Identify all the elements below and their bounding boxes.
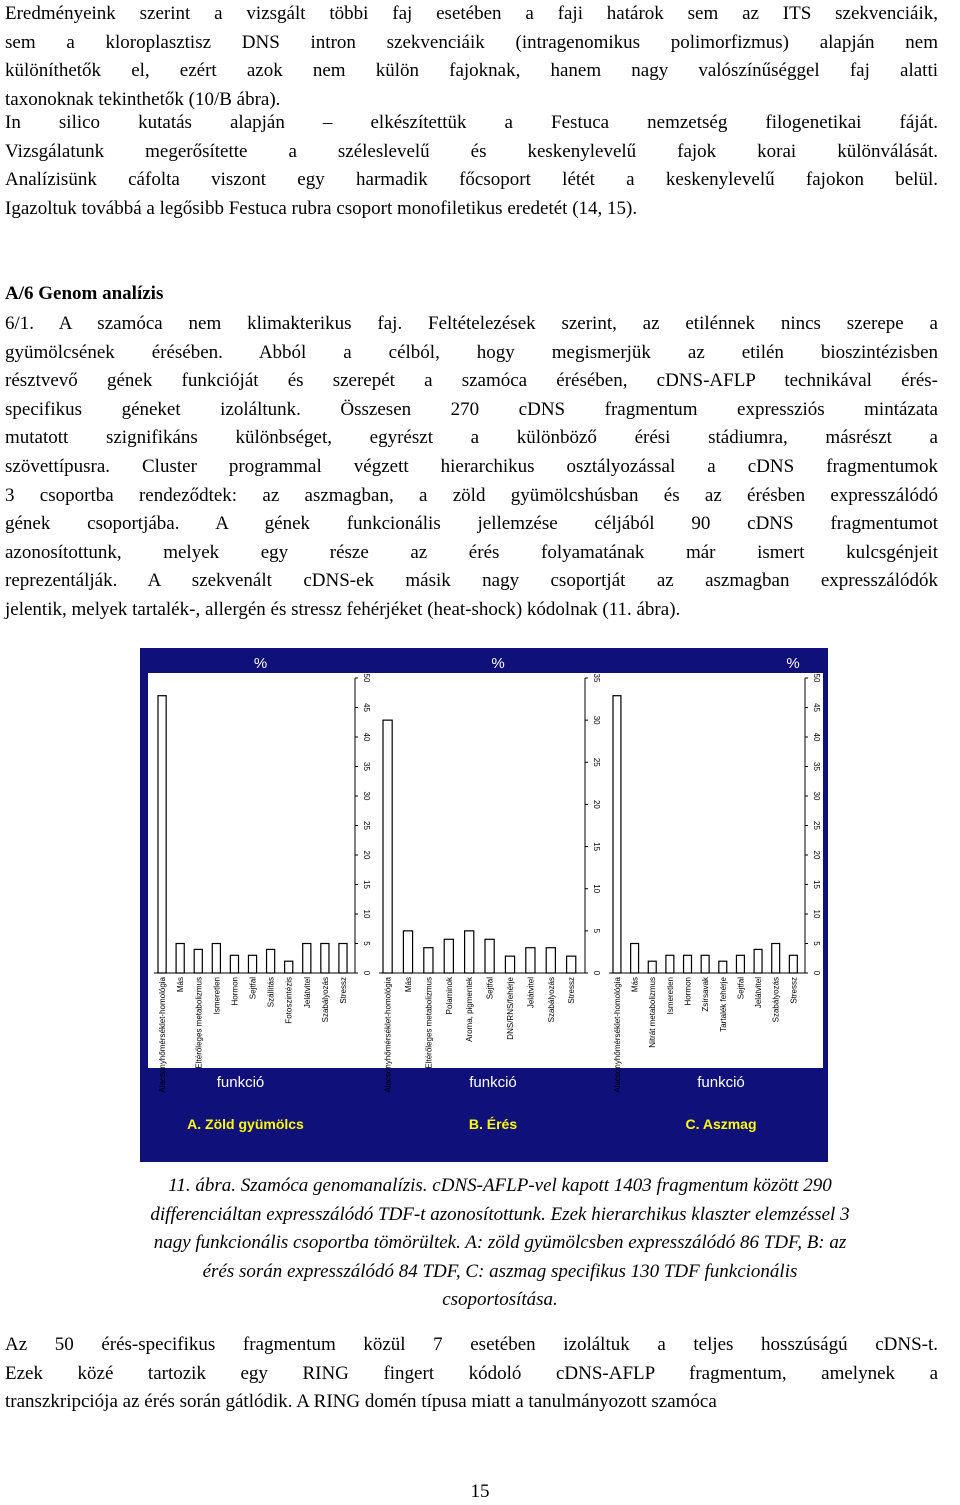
text-line: gyümölcsének érésében. Abból a célból, hogy megismerjük az etilén bioszintézisben (5, 341, 938, 363)
page-number: 15 (470, 1481, 490, 1502)
bar (158, 696, 166, 973)
bar (444, 939, 453, 973)
bar (303, 944, 311, 974)
category-label: Tartalék fehérje (718, 977, 728, 1032)
category-label: Fotoszintézis (284, 977, 294, 1024)
bar (248, 955, 256, 973)
value-tick-label: 15 (592, 842, 601, 852)
category-axis-label: funkció (697, 1074, 745, 1091)
bar (383, 720, 392, 973)
bar (230, 955, 238, 973)
bar (424, 948, 433, 973)
value-tick-label: 35 (592, 673, 601, 683)
bar (212, 944, 220, 974)
category-axis-label: funkció (469, 1074, 517, 1091)
panel-background (373, 673, 603, 1068)
category-label: Hormon (230, 977, 240, 1006)
bar (176, 944, 184, 974)
text-line: Ezek közé tartozik egy RING fingert kódoló cDNS-AFLP fragmentum, amelynek a (5, 1362, 938, 1384)
caption-line: csoportosítása. (442, 1289, 558, 1310)
panel-title: C. Aszmag (685, 1116, 757, 1132)
value-tick-label: 30 (592, 715, 601, 725)
category-label: Alacsonyhőmérséklet-homológia (383, 977, 393, 1093)
bar (321, 944, 329, 974)
category-label: Ismeretlen (665, 977, 675, 1015)
text-line: különíthetők el, ezért azok nem külön fajoknak, hanem nagy valószínűséggel faj alatti (5, 60, 938, 82)
value-tick-label: 50 (362, 673, 371, 683)
bar (701, 955, 709, 973)
value-tick-label: 10 (592, 884, 601, 894)
value-tick-label: 40 (362, 732, 371, 742)
value-tick-label: 25 (362, 821, 371, 830)
bar (285, 961, 293, 973)
chart-panel-3 (603, 655, 823, 1132)
category-label: Szállítás (266, 977, 276, 1008)
value-tick-label: 35 (362, 762, 371, 771)
caption-line: 11. ábra. Szamóca genomanalízis. cDNS-AFLP-vel kapott 1403 fragmentum között 290 (168, 1175, 832, 1196)
bar (772, 944, 780, 974)
category-label: Jelátvitel (754, 977, 764, 1009)
value-tick-label: 15 (362, 880, 371, 889)
bar (267, 949, 275, 973)
text-line: sem a kloroplasztisz DNS intron szekvenciáik (intragenomikus polimorfizmus) alapján nem (5, 31, 938, 53)
category-label: Más (403, 977, 413, 993)
caption-line: nagy funkcionális csoportba tömörültek. A: zöld gyümölcsben expresszálódó 86 TDF, B: az (153, 1232, 847, 1253)
category-label: Eltérőleges metabolizmus (194, 977, 204, 1069)
intro-paragraph (5, 0, 938, 114)
text-line: gének csoportjába. A gének funkcionális jellemzése céljából 90 cDNS fragmentumot (5, 513, 938, 535)
bar (567, 956, 576, 973)
category-label: Más (630, 977, 640, 993)
value-tick-label: 25 (812, 821, 821, 830)
category-label: Szabályozás (320, 977, 330, 1023)
text-line: Vizsgálatunk megerősítette a széleslevelű és keskenylevelű fajok korai különválását. (5, 140, 938, 162)
bar (684, 955, 692, 973)
bar (754, 949, 762, 973)
bar (736, 955, 744, 973)
text-line: mutatott szignifikáns különbséget, egyrészt a különböző érési stádiumra, másrészt a (5, 427, 938, 449)
category-label: Szabályozás (546, 977, 556, 1023)
chart-panel-2 (373, 655, 603, 1132)
category-label: Sejtfal (736, 977, 746, 1000)
value-tick-label: 35 (812, 762, 821, 771)
category-label: Alacsonyhőmérséklet-homológia (158, 977, 168, 1093)
category-label: Szabályozás (771, 977, 781, 1023)
text-line: specifikus géneket izoláltunk. Összesen 270 cDNS fragmentum expressziós mintázata (5, 398, 938, 420)
text-line: Eredményeink szerint a vizsgált többi faj esetében a faji határok sem az ITS szekvenciáik, (5, 3, 938, 24)
category-label: Nitrát metabolizmus (648, 977, 658, 1048)
panel-title: B. Érés (468, 1116, 518, 1132)
value-tick-label: 30 (362, 791, 371, 801)
value-tick-label: 15 (812, 880, 821, 889)
value-tick-label: 20 (362, 850, 371, 860)
text-line: transzkripciója az érés során gátlódik. A RING domén típusa miatt a tanulmányozott szamóca (5, 1391, 717, 1413)
text-line: In silico kutatás alapján – elkészítettük a Festuca nemzetség filogenetikai fáját. (5, 112, 938, 133)
bar (194, 949, 202, 973)
chart-panel-1 (148, 655, 373, 1132)
category-label: Jelátvitel (302, 977, 312, 1009)
bar (666, 955, 674, 973)
value-axis-label: % (253, 655, 268, 672)
category-label: Alacsonyhőmérséklet-homológia (612, 977, 622, 1093)
bar (465, 931, 474, 973)
category-label: Sejtfal (248, 977, 258, 1000)
category-label: Zsírsavak (701, 977, 711, 1012)
category-label: Stressz (567, 977, 577, 1004)
value-tick-label: 10 (362, 909, 371, 919)
text-line: reprezentálják. A szekvenált cDNS-ek másik nagy csoportját az aszmagban expresszálódók (5, 570, 938, 592)
value-tick-label: 5 (812, 941, 821, 946)
genome-analysis-paragraph (5, 310, 938, 625)
value-tick-label: 20 (812, 850, 821, 860)
value-tick-label: 0 (592, 970, 601, 976)
panel-title: A. Zöld gyümölcs (187, 1116, 304, 1132)
value-axis-label: % (491, 655, 505, 672)
panel-background (148, 673, 373, 1068)
value-tick-label: 10 (812, 909, 821, 919)
caption-line: érés során expresszálódó 84 TDF, C: aszmag specifikus 130 TDF funkcionális (202, 1260, 798, 1282)
value-tick-label: 20 (592, 799, 601, 809)
bar (631, 944, 639, 974)
in-silico-paragraph (5, 109, 938, 223)
category-label: Hormon (683, 977, 693, 1006)
bar (613, 696, 621, 973)
category-label: Jelátvitel (526, 977, 536, 1009)
bar (789, 955, 797, 973)
category-label: Eltérőleges metabolizmus (424, 977, 434, 1069)
bar (505, 956, 514, 973)
text-line: azonosítottunk, melyek egy része az érés folyamatának már ismert kulcsgénjeit (5, 541, 938, 563)
figure-caption (40, 1172, 960, 1315)
text-line: résztvevő gének funkcióját és szerepét a szamóca érésében, cDNS-AFLP technikával érés- (5, 370, 938, 392)
value-tick-label: 50 (812, 673, 821, 683)
bar (526, 948, 535, 973)
value-tick-label: 5 (362, 941, 371, 946)
category-label: DNS/RNS/fehérje (505, 977, 515, 1040)
value-tick-label: 30 (812, 791, 821, 801)
category-label: Polaminok (444, 977, 454, 1015)
value-tick-label: 45 (812, 703, 821, 712)
panel-background (603, 673, 823, 1068)
value-tick-label: 45 (362, 703, 371, 712)
category-label: Ismeretlen (212, 977, 222, 1015)
text-line: Igazoltuk továbbá a legősibb Festuca rubra csoport monofiletikus eredetét (14, 15). (5, 197, 638, 219)
final-paragraph (5, 1331, 938, 1417)
section-heading: A/6 Genom analízis (5, 283, 164, 304)
caption-line: differenciáltan expresszálódó TDF-t azonosítottunk. Ezek hierarchikus klaszter elemzéssel 3 (150, 1203, 850, 1225)
figure-11-bar-charts (140, 648, 828, 1162)
category-label: Sejtfal (485, 977, 495, 1000)
value-tick-label: 5 (592, 928, 601, 934)
bar (403, 931, 412, 973)
value-axis-label: % (786, 655, 800, 672)
category-axis-label: funkció (216, 1074, 265, 1091)
text-line: Analízisünk cáfolta viszont egy harmadik főcsoport létét a keskenylevelű fajokon belül. (5, 169, 938, 191)
text-line: Az 50 érés-specifikus fragmentum közül 7 esetében izoláltuk a teljes hosszúságú cDNS-t. (5, 1334, 938, 1355)
category-label: Más (176, 977, 186, 993)
text-line: 3 csoportba rendeződtek: az aszmagban, a zöld gyümölcshúsban és az érésben expresszálódó (5, 484, 938, 506)
category-label: Aroma, pigmentek (465, 977, 475, 1042)
value-tick-label: 40 (812, 732, 821, 742)
bar (648, 961, 656, 973)
value-tick-label: 0 (362, 970, 371, 976)
bar (339, 944, 347, 974)
bar (719, 961, 727, 973)
text-line: 6/1. A szamóca nem klimakterikus faj. Feltételezések szerint, az etilénnek nincs szerepe a (5, 313, 938, 334)
category-label: Stressz (789, 977, 799, 1004)
text-line: taxonoknak tekinthetők (10/B ábra). (5, 88, 281, 110)
value-tick-label: 0 (812, 970, 821, 976)
bar (485, 939, 494, 973)
category-label: Stressz (338, 977, 348, 1004)
text-line: jelentik, melyek tartalék-, allergén és stressz fehérjéket (heat-shock) kódolnak (11. ábra). (5, 598, 681, 620)
bar (546, 948, 555, 973)
text-line: szövettípusra. Cluster programmal végzett hierarchikus osztályozással a cDNS fragmentumok (5, 455, 938, 477)
value-tick-label: 25 (592, 757, 601, 767)
